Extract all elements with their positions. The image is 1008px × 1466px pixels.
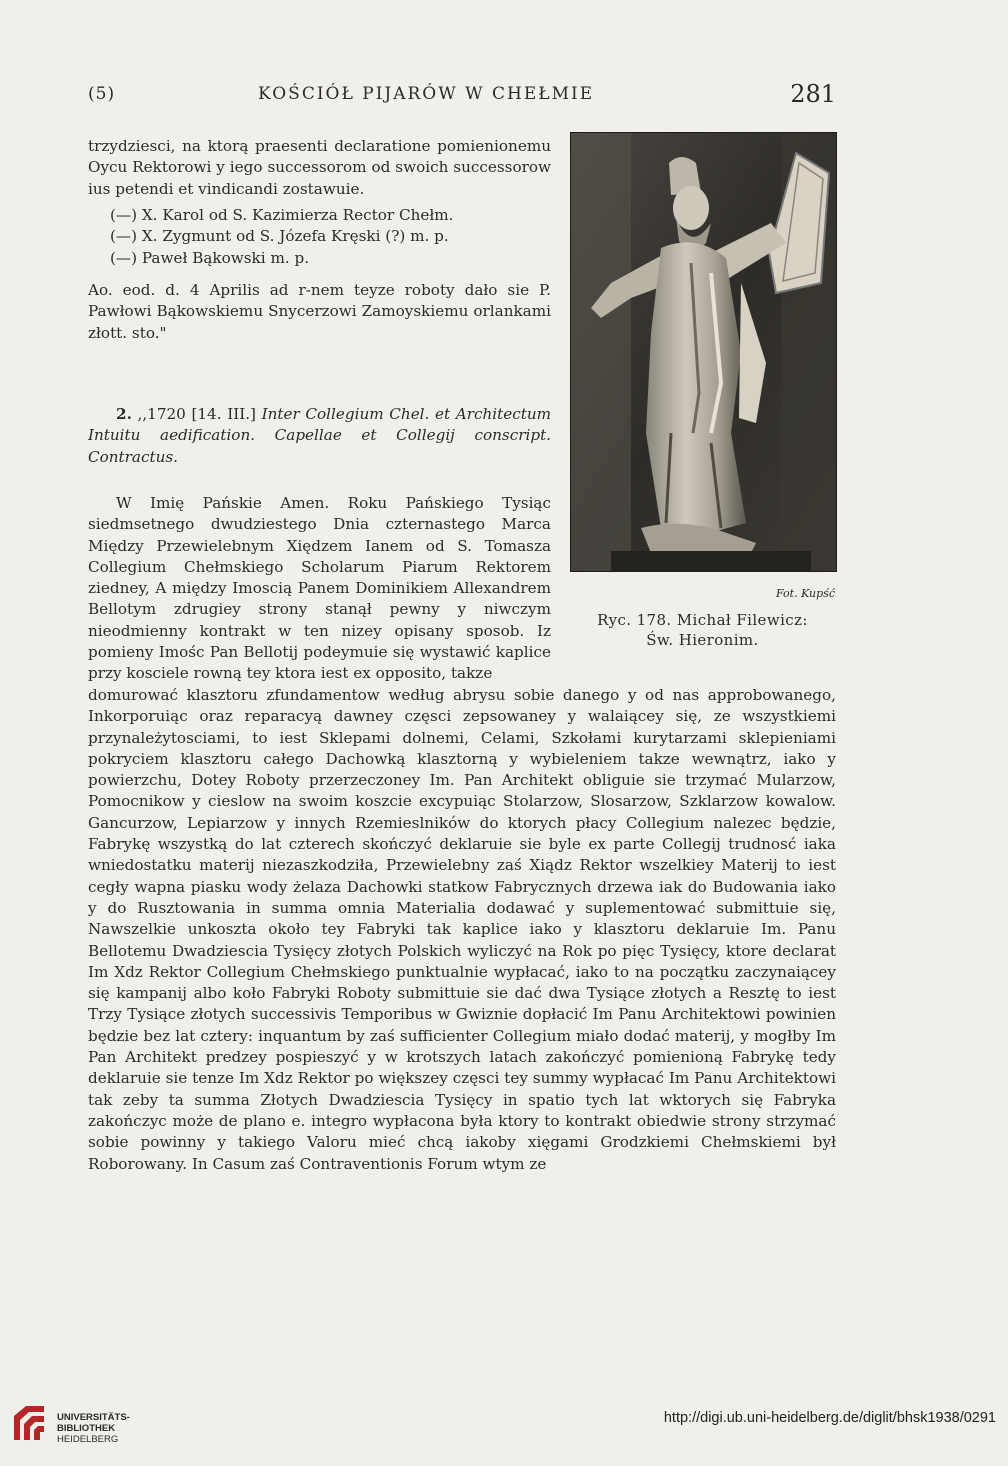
signatory-1: (—) X. Karol od S. Kazimierza Rector Chełm. — [110, 206, 454, 224]
contract-body — [88, 685, 836, 1175]
running-title: KOŚCIÓŁ PIJARÓW W CHEŁMIE — [258, 84, 595, 104]
contract-opening-text: W Imię Pańskie Amen. Roku Pańskiego Tysiąc siedmsetnego dwudziestego Dnia czternastego Marca Między Przewielebnym Xiędzem Ianem od S. Tomasza Collegium Chełmskiego Scholarum Piarum Rektorem ziedney, A między Imoscią Panem Dominikiem Allexandrem Bellotym zdrugiey strony stanął pewny y niwczym nieodmienny kontrakt w ten nizey opisany sposob. Iz pomieny Imośc Pan Bellotij podeymuie się wystawić kaplice przy kosciele rowną tey ktora iest ex opposito, takze — [88, 494, 551, 683]
section-number: 2. — [116, 405, 132, 423]
section-title: Inter Collegium Chel. et Architectum Intuitu aedification. Capellae et Collegij conscript. Contractus. — [88, 405, 552, 466]
statue-illustration — [571, 133, 836, 571]
library-logo-icon — [10, 1402, 50, 1444]
caption-line-2: Św. Hieronim. — [646, 631, 759, 649]
library-name: UNIVERSITÄTS- BIBLIOTHEK HEIDELBERG — [57, 1412, 130, 1445]
section-date: ,,1720 [14. III.] — [137, 405, 256, 423]
running-header — [88, 80, 836, 114]
page-number: 281 — [790, 80, 836, 108]
intro-text: trzydziesci, na ktorą praesenti declaratione pomienionemu Oycu Rektorowi y iego successorom od swoich successorow ius petendi et vindicandi zostawuie. — [88, 137, 551, 198]
chapter-marker: (5) — [88, 84, 116, 104]
signatory-2: (—) X. Zygmunt od S. Józefa Kręski (?) m. p. — [110, 227, 449, 246]
photo-credit: Fot. Kupść — [776, 587, 835, 600]
intro-paragraph — [88, 136, 551, 200]
section-heading — [88, 404, 551, 468]
contract-opening — [88, 493, 551, 685]
figure-caption — [570, 610, 835, 650]
caption-line-1: Ryc. 178. Michał Filewicz: — [597, 611, 808, 629]
statue-photograph — [570, 132, 837, 572]
signatory-3: (—) Paweł Bąkowski m. p. — [110, 248, 310, 267]
signatories-list — [88, 205, 551, 269]
permalink-url[interactable]: http://digi.ub.uni-heidelberg.de/diglit/bhsk1938/0291 — [663, 1410, 996, 1426]
library-footer — [0, 1398, 1008, 1458]
contract-body-text: domurować klasztoru zfundamentow według abrysu sobie danego y od nas approbowanego, Inkorporuiąc oraz reparacyą dawney częsci zepsowaney y walaiącey się, ze wszystkiemi przynależytosciami, to iest Sklepami dolnemi, Celami, Szkołami kurytarzami sklepieniami pokryciem klasztoru całego Dachowką klasztorną y wybieleniem takze wewnątrz, iako y powierzchu, Dotey Roboty przerzeczoney Im. Pan Architekt obliguie sie trzymać Mularzow, Pomocnikow y cieslow na swoim koszcie excypuiąc Stolarzow, Slosarzow, Szklarzow kowalow. Gancurzow, Lepiarzow y innych Rzemieslników do ktorych płacy Collegium nalezec będzie, Fabrykę wszystką do lat czterech skończyć deklaruie sie byle ex parte Collegij trudnosć iaka wniedostatku materij niezaszkodziła, Przewielebny zaś Xiądz Rektor wszelkiey Materij to iest cegły wapna piasku wody żelaza Dachowki statkow Fabrycznych drzewa iak do Budowania iako y do Rusztowania in summa omnia Materialia dodawać y suplementować submittuie się, Nawszelkie unkoszta około tey Fabryki tak kaplice iako y klasztoru deklaruie Im. Panu Bellotemu Dwadziescia Tysięcy złotych Polskich wyliczyć na Rok po pięc Tysięcy, ktore declarat Im Xdz Rektor Collegium Chełmskiego punktualnie wypłacać, iako to na początku zaczynaiącey się kampanij albo koło Fabryki Roboty submittuie sie dać dwa Tysiące złotych a Resztę to iest Trzy Tysiące złotych successivis Temporibus w Gwiznie dopłacić Im Panu Architektowi powinien będzie bez lat cztery: inquantum by zaś sufficienter Collegium miało dodać materij, y mogłby Im Pan Architekt predzey pospieszyć y w krotszych latach zakończyć pomienioną Fabrykę tedy deklaruie sie tenze Im Xdz Rektor po większey częsci tey summy wypłacać Im Panu Architektowi tak zeby ta summa Złotych Dwadziescia Tysięcy in spatio tych lat wktorych się Fabryka zakończyc może de plano e. integro wypłacona była ktory to kontrakt obiedwie strony strzymać sobie powinny y takiego Valoru mieć chcą iakoby xięgami Grodzkiemi Chełmskiemi był Roborowany. In Casum zaś Contraventionis Forum wtym ze — [88, 686, 836, 1173]
addendum-paragraph — [88, 280, 551, 344]
addendum-text: Ao. eod. d. 4 Aprilis ad r-nem teyze roboty dało sie P. Pawłowi Bąkowskiemu Snycerzowi Zamoyskiemu orlankami złott. sto." — [88, 281, 551, 342]
